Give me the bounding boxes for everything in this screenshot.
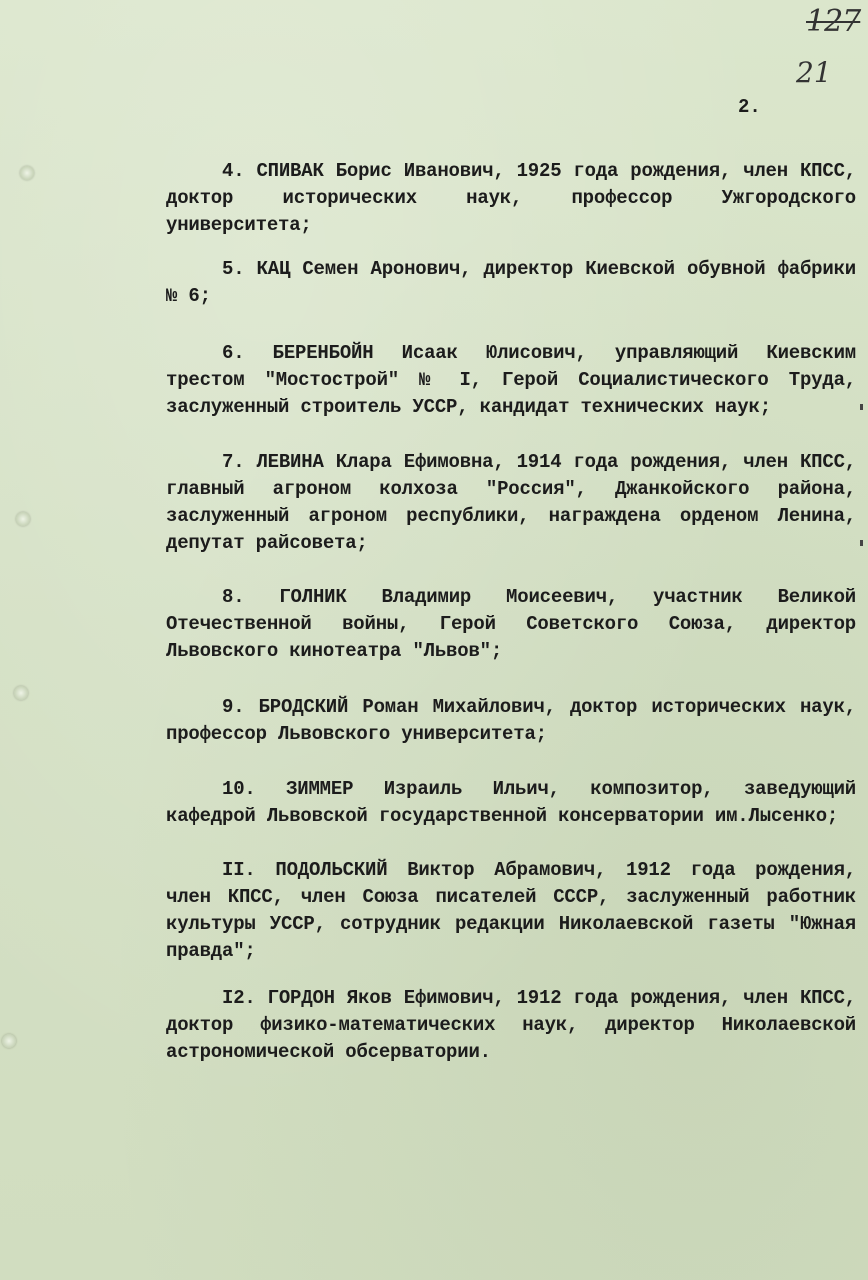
- page-number: 2.: [738, 96, 761, 118]
- margin-mark: [860, 404, 863, 410]
- punch-hole: [2, 1034, 16, 1048]
- list-item: 10. ЗИММЕР Израиль Ильич, композитор, заведующий кафедрой Львовской государственной консерватории им.Лысенко;: [166, 778, 856, 827]
- margin-mark: [860, 540, 863, 546]
- list-item: 7. ЛЕВИНА Клара Ефимовна, 1914 года рождения, член КПСС, главный агроном колхоза "Россия", Джанкойского района, заслуженный агроном республики, награждена орденом Ленина, депутат райсовета;: [166, 451, 856, 554]
- list-item: 8. ГОЛНИК Владимир Моисеевич, участник Великой Отечественной войны, Герой Советского Союза, директор Львовского кинотеатра "Львов";: [166, 586, 856, 662]
- list-item: 5. КАЦ Семен Аронович, директор Киевской обувной фабрики № 6;: [166, 258, 856, 307]
- list-item: 9. БРОДСКИЙ Роман Михайлович, доктор исторических наук, профессор Львовского университета;: [166, 696, 856, 745]
- list-item: II. ПОДОЛЬСКИЙ Виктор Абрамович, 1912 года рождения, член КПСС, член Союза писателей СССР, заслуженный работник культуры УССР, сотрудник редакции Николаевской газеты "Южная правда";: [166, 859, 856, 962]
- handwritten-sheet-number: 21: [796, 56, 832, 89]
- punch-hole: [20, 166, 34, 180]
- list-item: 4. СПИВАК Борис Иванович, 1925 года рождения, член КПСС, доктор исторических наук, профессор Ужгородского университета;: [166, 160, 856, 236]
- list-item: I2. ГОРДОН Яков Ефимович, 1912 года рождения, член КПСС, доктор физико-математических наук, директор Николаевской астрономической обсерватории.: [166, 987, 856, 1063]
- handwritten-folio-number: 127: [806, 4, 861, 39]
- punch-hole: [16, 512, 30, 526]
- punch-hole: [14, 686, 28, 700]
- list-item: 6. БЕРЕНБОЙН Исаак Юлисович, управляющий Киевским трестом "Мостострой" № I, Герой Социалистического Труда, заслуженный строитель УССР, кандидат технических наук;: [166, 342, 856, 418]
